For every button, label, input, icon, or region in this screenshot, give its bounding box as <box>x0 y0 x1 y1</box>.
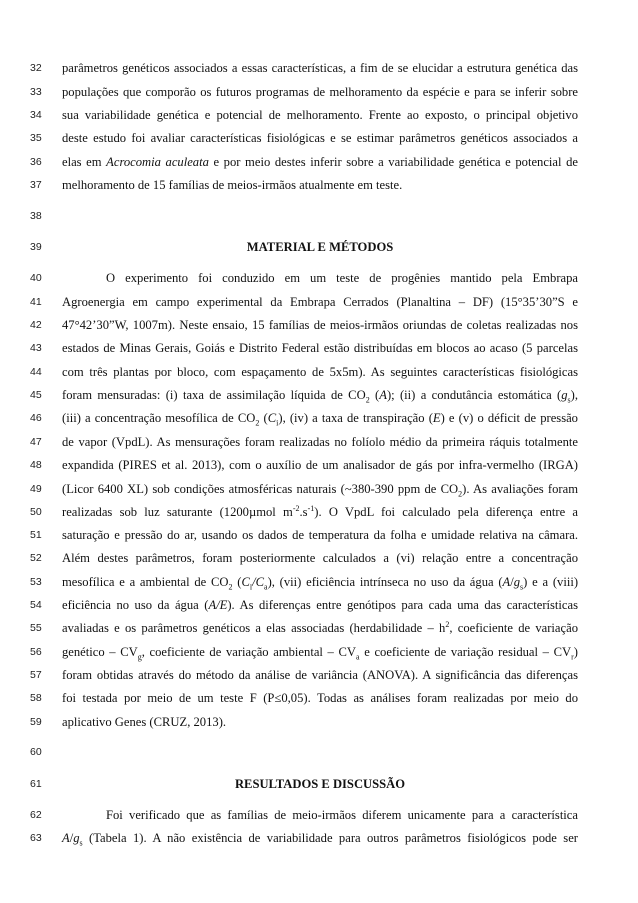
line-41 <box>0 294 638 310</box>
body-text: foram mensuradas: (i) taxa de assimilação líquida de $CO_2$ (A); (ii) a condutância estomática $(g_s)$, <box>62 388 579 405</box>
line-45 <box>0 387 638 403</box>
line-40 <box>0 270 638 286</box>
body-text: realizadas sob luz saturante (1200µmol $m^{-2}.s^{-1}$). O VpdL foi calculado pela diferença entre a <box>62 503 578 519</box>
line-number: 61 <box>30 778 42 790</box>
line-63 <box>0 830 638 846</box>
line-46 <box>0 410 638 426</box>
line-number: 37 <box>30 179 42 191</box>
body-text: populações que comporão os futuros programas de melhoramento da espécie e para se inferir sobre <box>62 85 578 99</box>
body-text: $A/g_s$ (Tabela 1). A não existência de variabilidade para outros parâmetros fisiológicos pode ser <box>62 831 578 848</box>
line-number: 40 <box>30 272 42 284</box>
body-text: eficiência no uso da água (A/E). As diferenças entre genótipos para cada uma das características <box>62 598 578 612</box>
body-text: parâmetros genéticos associados a essas características, a fim de se elucidar a estrutura genética das <box>62 61 578 75</box>
body-text: de vapor (VpdL). As mensurações foram realizadas no folíolo médio da primeira ráquis totalmente <box>62 435 578 449</box>
line-61 <box>0 776 638 792</box>
line-59 <box>0 714 638 730</box>
body-text: Agroenergia em campo experimental da Embrapa Cerrados (Planaltina – DF) (15°35’30”S e <box>62 295 578 309</box>
line-number: 32 <box>30 62 42 74</box>
line-number: 52 <box>30 552 42 564</box>
line-number: 36 <box>30 156 42 168</box>
line-number: 42 <box>30 319 42 331</box>
line-39 <box>0 239 638 255</box>
line-number: 41 <box>30 296 42 308</box>
line-35 <box>0 130 638 146</box>
line-number: 43 <box>30 342 42 354</box>
line-number: 63 <box>30 832 42 844</box>
line-number: 55 <box>30 622 42 634</box>
body-text: sua variabilidade genética e potencial de melhoramento. Frente ao exposto, o principal objetivo <box>62 108 578 122</box>
line-52 <box>0 550 638 566</box>
species-name: Acrocomia aculeata <box>106 155 209 169</box>
line-number: 47 <box>30 436 42 448</box>
line-32 <box>0 60 638 76</box>
line-56 <box>0 644 638 660</box>
body-text: mesofílica e a ambiental de $CO_2$ $(C_i/C_a)$, (vii) eficiência intrínseca no uso da água $(A/g_s)$ e a (viii) <box>62 575 579 592</box>
body-text: avaliadas e os parâmetros genéticos a elas associadas (herdabilidade – $h^2$, coeficiente de variação <box>62 619 579 635</box>
line-number: 53 <box>30 576 42 588</box>
body-text: deste estudo foi avaliar características fisiológicas e se estimar parâmetros genéticos associados a <box>62 131 578 145</box>
line-number: 59 <box>30 716 42 728</box>
line-62 <box>0 807 638 823</box>
line-number: 60 <box>30 746 42 758</box>
line-33 <box>0 84 638 100</box>
line-34 <box>0 107 638 123</box>
line-44 <box>0 364 638 380</box>
line-number: 62 <box>30 809 42 821</box>
line-number: 50 <box>30 506 42 518</box>
line-55 <box>0 620 638 636</box>
body-text: genético – $CV_g$, coeficiente de variação ambiental – $CV_a$ e coeficiente de variação residual – $CV_r$) <box>62 645 578 662</box>
line-51 <box>0 527 638 543</box>
line-number: 34 <box>30 109 42 121</box>
line-54 <box>0 597 638 613</box>
body-text: saturação e pressão do ar, usando os dados de temperatura da folha e umidade relativa na câmara. <box>62 528 578 542</box>
line-58 <box>0 690 638 706</box>
line-36 <box>0 154 638 170</box>
body-text: 47°42’30”W, 1007m). Neste ensaio, 15 famílias de meios-irmãos oriundas de coletas realizadas nos <box>62 318 578 332</box>
line-53 <box>0 574 638 590</box>
line-48 <box>0 457 638 473</box>
body-text: foi testada por meio de um teste F (P≤0,05). Todas as análises foram realizadas por meio do <box>62 691 578 705</box>
line-38 <box>0 208 638 224</box>
line-number: 45 <box>30 389 42 401</box>
body-text: aplicativo Genes (CRUZ, 2013). <box>62 715 227 729</box>
line-number: 39 <box>30 241 42 253</box>
body-text: estados de Minas Gerais, Goiás e Distrito Federal estão distribuídas em blocos ao acaso (5 parcelas <box>62 341 578 355</box>
line-57 <box>0 667 638 683</box>
line-number: 35 <box>30 132 42 144</box>
line-42 <box>0 317 638 333</box>
line-number: 38 <box>30 210 42 222</box>
line-47 <box>0 434 638 450</box>
body-text: com três plantas por bloco, com espaçamento de 5x5m). As seguintes características fisiológicas <box>62 365 578 379</box>
line-number: 58 <box>30 692 42 704</box>
line-number: 48 <box>30 459 42 471</box>
line-number: 51 <box>30 529 42 541</box>
body-text: Foi verificado que as famílias de meio-irmãos diferem unicamente para a característica <box>106 808 578 822</box>
line-number: 44 <box>30 366 42 378</box>
body-text: melhoramento de 15 famílias de meios-irmãos atualmente em teste. <box>62 178 403 192</box>
line-number: 49 <box>30 483 42 495</box>
line-50 <box>0 504 638 520</box>
body-text: (Licor 6400 XL) sob condições atmosféricas naturais (~380-390 ppm de $CO_2$). As avaliações foram <box>62 482 578 499</box>
line-number: 33 <box>30 86 42 98</box>
line-37 <box>0 177 638 193</box>
line-49 <box>0 481 638 497</box>
line-number: 46 <box>30 412 42 424</box>
body-text: (iii) a concentração mesofílica de $CO_2$ $(C_i)$, (iv) a taxa de transpiração (E) e (v) o déficit de pressão <box>62 411 578 428</box>
body-text: elas em Acrocomia aculeata e por meio destes inferir sobre a variabilidade genética e potencial de <box>62 155 578 169</box>
line-number: 54 <box>30 599 42 611</box>
line-60 <box>0 744 638 760</box>
section-heading-material: MATERIAL E MÉTODOS <box>246 240 394 254</box>
body-text: foram obtidas através do método da análise de variância (ANOVA). A significância das diferenças <box>62 668 578 682</box>
line-number: 56 <box>30 646 42 658</box>
body-text: Além destes parâmetros, foram posteriormente calculados a (vi) relação entre a concentração <box>62 551 578 565</box>
line-number: 57 <box>30 669 42 681</box>
section-heading-resultados: RESULTADOS E DISCUSSÃO <box>234 777 406 791</box>
body-text: expandida (PIRES et al. 2013), com o auxílio de um analisador de gás por infra-vermelho (IRGA) <box>62 458 578 472</box>
body-text: O experimento foi conduzido em um teste de progênies mantido pela Embrapa <box>106 271 578 285</box>
line-43 <box>0 340 638 356</box>
